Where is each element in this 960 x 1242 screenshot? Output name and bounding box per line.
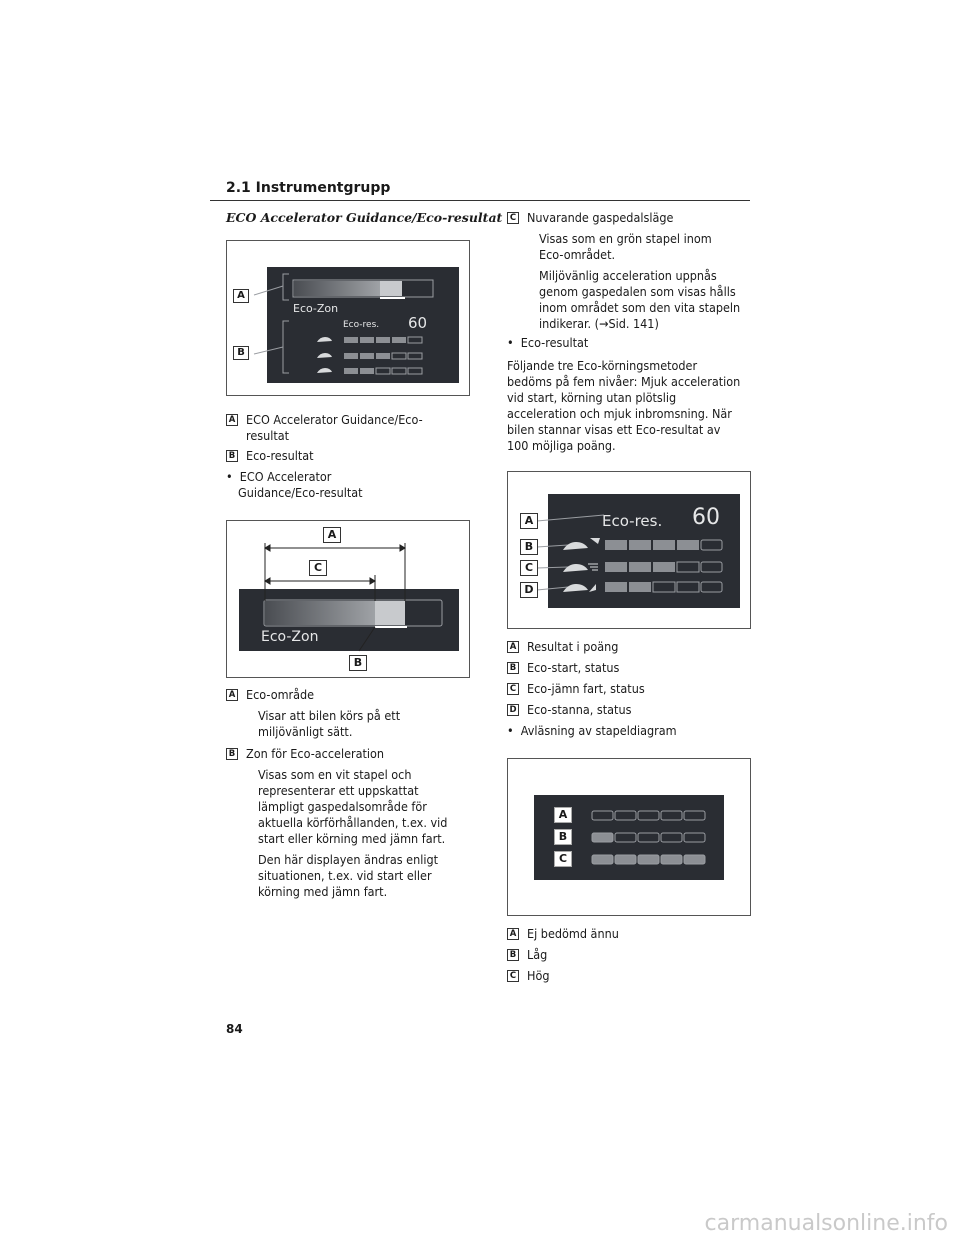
bullet-bar-reading: • Avläsning av stapeldiagram — [507, 723, 677, 738]
level-segment — [684, 833, 705, 842]
item-b-p2-line-1: Den här displayen ändras enligt — [258, 852, 438, 867]
level-segment — [638, 811, 659, 820]
item-b-p1-line-1: Visas som en vit stapel och — [258, 767, 412, 782]
callout-c: C — [309, 560, 327, 576]
label-a: A — [507, 928, 519, 940]
item-c-desc-1 — [539, 231, 712, 263]
legend3-d-text: Eco-stanna, status — [527, 702, 632, 717]
item-c-title: Nuvarande gaspedalsläge — [527, 210, 674, 225]
callout-b: B — [349, 655, 367, 671]
item-c-p2-line-2: genom gaspedalen som visas hålls — [539, 284, 736, 299]
legend3-item-b — [507, 660, 619, 676]
item-c-p2-line-4: indikerar. (→Sid. 141) — [539, 316, 659, 331]
page-number: 84 — [226, 1022, 243, 1036]
callout-a: A — [520, 513, 538, 529]
bullet-line-2: Guidance/Eco-resultat — [238, 485, 363, 500]
level-segment — [615, 855, 636, 864]
label-b: B — [226, 450, 238, 462]
legend4-c-text: Hög — [527, 968, 550, 983]
label-a: A — [226, 689, 238, 701]
legend4-item-b — [507, 947, 547, 963]
label-c: C — [507, 683, 519, 695]
legend-a-text-2: resultat — [246, 428, 290, 443]
callout-b: B — [520, 539, 538, 555]
eco-score: 60 — [408, 314, 428, 332]
eco-score: 60 — [692, 505, 720, 530]
bullet-eco-result-text: Eco-resultat — [520, 335, 589, 350]
callout-a: A — [323, 527, 341, 543]
figure-eco-result-illustration — [508, 472, 752, 630]
level-segment — [684, 855, 705, 864]
legend-item-b — [226, 448, 314, 464]
legend3-item-a — [507, 639, 618, 655]
item-b — [226, 746, 384, 762]
legend4-b-text: Låg — [527, 947, 548, 962]
figure-bar-levels — [507, 758, 751, 916]
legend3-item-c — [507, 681, 645, 697]
label-b: B — [507, 662, 519, 674]
figure-eco-zone — [226, 520, 470, 678]
item-c — [507, 210, 673, 226]
subsection-heading: ECO Accelerator Guidance/Eco-resultat — [226, 210, 503, 225]
level-segment — [638, 855, 659, 864]
label-a: A — [226, 414, 238, 426]
legend4-item-a — [507, 926, 619, 942]
legend3-item-d — [507, 702, 631, 718]
para-line-6: 100 möjliga poäng. — [507, 438, 616, 453]
legend-b-text: Eco-resultat — [246, 448, 314, 463]
figure-eco-guidance — [226, 240, 470, 396]
label-c: C — [507, 970, 519, 982]
item-a-desc-line-2: miljövänligt sätt. — [258, 724, 353, 739]
item-b-p2-line-2: situationen, t.ex. vid start eller — [258, 868, 432, 883]
watermark: carmanualsonline.info — [704, 1211, 948, 1236]
label-d: D — [507, 704, 519, 716]
level-segment — [661, 811, 682, 820]
item-b-title: Zon för Eco-acceleration — [246, 746, 385, 761]
para-line-3: vid start, körning utan plötslig — [507, 390, 677, 405]
legend4-a-text: Ej bedömd ännu — [527, 926, 619, 941]
bullet-bar-reading-text: Avläsning av stapeldiagram — [520, 723, 677, 738]
item-b-p2-line-3: körning med jämn fart. — [258, 884, 388, 899]
eco-zone-text: Eco-Zon — [293, 302, 339, 315]
item-c-p2-line-3: inom området som den vita stapeln — [539, 300, 741, 315]
level-segment — [592, 811, 613, 820]
callout-b: B — [554, 829, 572, 845]
bullet-line-1: ECO Accelerator — [239, 469, 332, 484]
callout-b: B — [233, 346, 249, 360]
legend-a-text: ECO Accelerator Guidance/Eco- — [246, 412, 423, 427]
label-b: B — [226, 748, 238, 760]
level-segment — [638, 833, 659, 842]
item-b-desc-1 — [258, 767, 447, 847]
level-segment — [592, 855, 613, 864]
callout-a: A — [233, 289, 249, 303]
para-line-1: Följande tre Eco-körningsmetoder — [507, 358, 698, 373]
callout-c: C — [554, 851, 572, 867]
section-title: 2.1 Instrumentgrupp — [226, 180, 391, 196]
item-c-p1-line-1: Visas som en grön stapel inom — [539, 231, 712, 246]
legend-item-a — [226, 412, 466, 444]
label-c: C — [507, 212, 519, 224]
eco-result-paragraph — [507, 358, 740, 454]
item-c-p1-line-2: Eco-området. — [539, 247, 616, 262]
figure-bar-levels-illustration — [508, 759, 752, 917]
section-divider — [210, 200, 750, 201]
eco-res-text: Eco-res. — [602, 512, 663, 530]
item-b-p1-line-3: lämpligt gaspedalsområde för — [258, 799, 427, 814]
callout-c: C — [520, 560, 538, 576]
item-a-desc-line-1: Visar att bilen körs på ett — [258, 708, 401, 723]
item-b-p1-line-4: aktuella körförhållanden, t.ex. vid — [258, 815, 448, 830]
item-a-title: Eco-område — [246, 687, 315, 702]
legend4-item-c — [507, 968, 549, 984]
item-a — [226, 687, 314, 703]
eco-zone-text: Eco-Zon — [261, 629, 319, 645]
label-b: B — [507, 949, 519, 961]
level-segment — [661, 833, 682, 842]
item-b-p1-line-2: representerar ett uppskattat — [258, 783, 419, 798]
callout-d: D — [520, 582, 538, 598]
para-line-5: bilen stannar visas ett Eco-resultat av — [507, 422, 721, 437]
item-c-desc-2 — [539, 268, 740, 332]
level-segment — [615, 811, 636, 820]
eco-res-text: Eco-res. — [343, 320, 380, 330]
level-segment — [684, 811, 705, 820]
item-b-desc-2 — [258, 852, 438, 900]
bullet-eco-guidance: • ECO Accelerator Guidance/Eco-resultat — [226, 469, 363, 500]
item-c-p2-line-1: Miljövänlig acceleration uppnås — [539, 268, 717, 283]
figure-eco-result — [507, 471, 751, 629]
level-segment — [661, 855, 682, 864]
label-a: A — [507, 641, 519, 653]
item-a-desc — [258, 708, 400, 740]
level-segment — [592, 833, 613, 842]
legend3-b-text: Eco-start, status — [527, 660, 620, 675]
item-b-p1-line-5: start eller körning med jämn fart. — [258, 831, 446, 846]
para-line-4: acceleration och mjuk inbromsning. När — [507, 406, 732, 421]
legend3-c-text: Eco-jämn fart, status — [527, 681, 645, 696]
para-line-2: bedöms på fem nivåer: Mjuk acceleration — [507, 374, 741, 389]
callout-a: A — [554, 807, 572, 823]
level-segment — [615, 833, 636, 842]
legend3-a-text: Resultat i poäng — [527, 639, 619, 654]
figure-eco-guidance-illustration — [227, 241, 471, 397]
bullet-eco-result: • Eco-resultat — [507, 335, 589, 350]
